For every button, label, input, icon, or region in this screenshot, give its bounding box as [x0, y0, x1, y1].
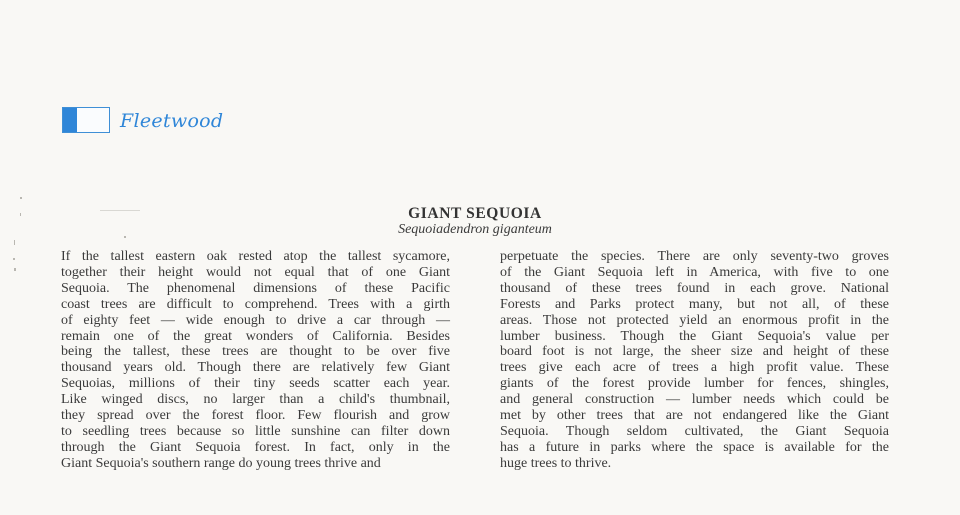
text-line: has a future in parks where the space is available for the — [500, 439, 889, 455]
paper-speck — [100, 210, 140, 211]
logo-wordmark: Fleetwood — [120, 110, 224, 132]
paper-speck — [124, 236, 126, 238]
logo-box-icon — [62, 107, 110, 133]
text-line: Sequoia. The phenomenal dimensions of these Pacific — [61, 280, 450, 296]
paper-speck — [13, 258, 15, 260]
article-title: GIANT SEQUOIA — [408, 205, 542, 222]
text-line: thousand of these trees found in each grove. National — [500, 280, 889, 296]
text-line: areas. Those not protected yield an enormous profit in the — [500, 312, 889, 328]
text-line: together their height would not equal that of one Giant — [61, 264, 450, 280]
text-line: If the tallest eastern oak rested atop the tallest sycamore, — [61, 249, 450, 264]
text-line: through the Giant Sequoia forest. In fact, only in the — [61, 439, 450, 455]
text-line: being the tallest, these trees are thought to be over five — [61, 344, 450, 360]
text-line: of the Giant Sequoia left in America, with five to one — [500, 264, 889, 280]
text-line: huge trees to thrive. — [500, 455, 612, 471]
text-line: Sequoia. Though seldom cultivated, the Giant Sequoia — [500, 423, 889, 439]
text-line: to seedling trees because so little sunshine can filter down — [61, 423, 450, 439]
paper-speck — [14, 240, 15, 245]
paper-speck — [20, 213, 21, 216]
paper-speck — [20, 197, 22, 199]
text-line: of eighty feet — wide enough to drive a car through — — [61, 312, 450, 328]
article-right-column — [500, 249, 889, 472]
text-line: giants of the forest provide lumber for fences, shingles, — [500, 376, 889, 392]
text-line: perpetuate the species. There are only seventy-two groves — [500, 249, 889, 264]
text-line: Giant Sequoia's southern range do young trees thrive and — [61, 455, 381, 471]
article-subtitle: Sequoiadendron giganteum — [398, 222, 552, 237]
text-line: Sequoias, millions of their tiny seeds scatter each year. — [61, 376, 450, 392]
text-line: Like winged discs, no larger than a child's thumbnail, — [61, 392, 450, 408]
text-line: trees give each acre of trees a high profit value. These — [500, 360, 889, 376]
text-line: board foot is not large, the sheer size and height of these — [500, 344, 889, 360]
text-line: and general construction — lumber needs which could be — [500, 392, 889, 408]
text-line: Forests and Parks protect many, but not all, of these — [500, 296, 889, 312]
text-line: met by other trees that are not endangered like the Giant — [500, 408, 889, 424]
paper-speck — [14, 268, 16, 271]
text-line: thousand years old. Though there are relatively few Giant — [61, 360, 450, 376]
logo-box-fill — [63, 108, 77, 132]
text-line: they spread over the forest floor. Few flourish and grow — [61, 408, 450, 424]
text-line: coast trees are difficult to comprehend. Trees with a girth — [61, 296, 450, 312]
fleetwood-logo — [62, 107, 223, 133]
text-line: lumber business. Though the Giant Sequoia's value per — [500, 328, 889, 344]
article-left-column — [61, 249, 450, 472]
text-line: remain one of the great wonders of California. Besides — [61, 328, 450, 344]
